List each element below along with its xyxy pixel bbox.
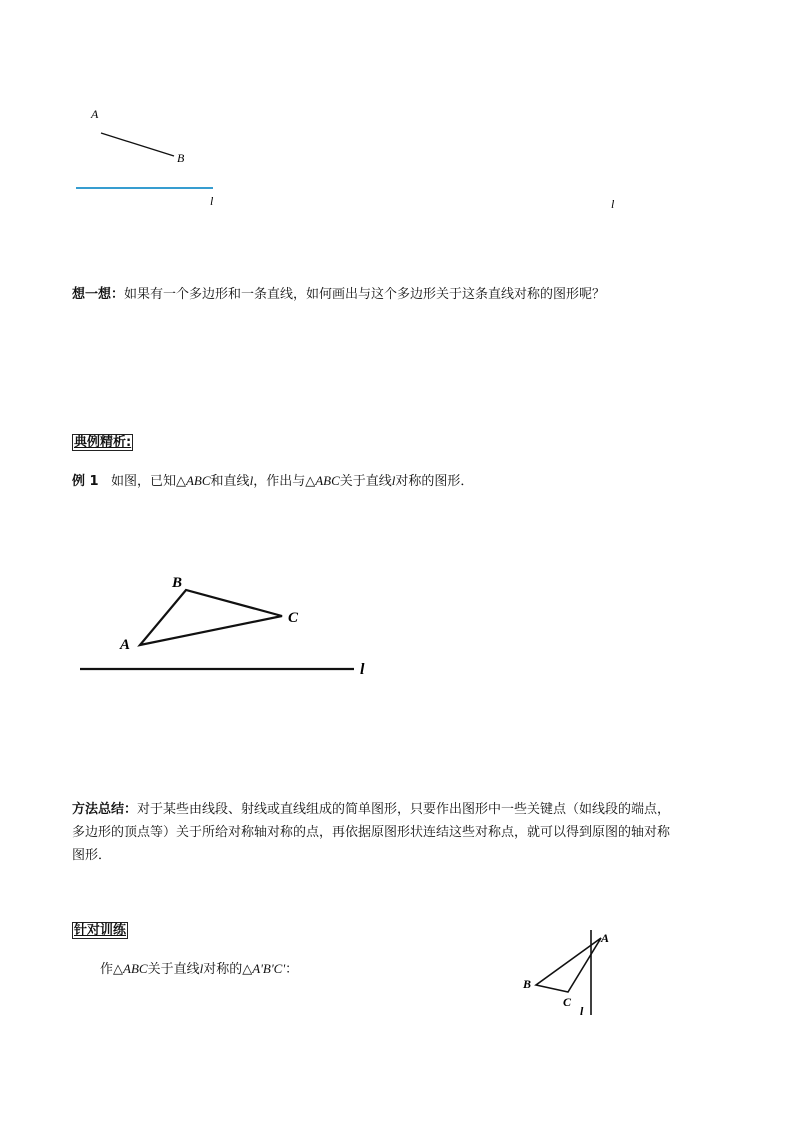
triangle-abc	[140, 590, 282, 645]
figure-segment-ab	[60, 100, 660, 220]
label-b: B	[523, 977, 532, 991]
practice-text-3: 对称的△	[203, 962, 253, 977]
label-l: l	[580, 1004, 584, 1018]
practice-section-heading	[72, 920, 128, 942]
example-section-heading-text: 典例精析:	[74, 435, 132, 450]
figure-practice-triangle	[515, 922, 625, 1022]
method-line-2: 多边形的顶点等）关于所给对称轴对称的点，再依据原图形状连结这些对称点，就可以得到原图的轴对称	[72, 825, 671, 840]
practice-text-2: 关于直线	[147, 962, 200, 977]
example1-abc-2: ABC	[315, 473, 340, 488]
method-text-1: 对于某些由线段、射线或直线组成的简单图形，只要作出图形中一些关键点（如线段的端点，	[137, 802, 671, 817]
method-line-3: 图形．	[72, 848, 112, 863]
label-a: A	[601, 931, 610, 945]
label-l: l	[360, 661, 365, 678]
method-line-1	[72, 798, 732, 821]
example1-abc-1: ABC	[185, 473, 211, 488]
label-b: B	[177, 151, 185, 165]
label-c: C	[288, 610, 299, 626]
practice-abc: ABC	[123, 961, 148, 976]
label-l-right: l	[611, 197, 615, 211]
example-section-heading	[72, 432, 133, 454]
example1-label: 例 1	[72, 474, 99, 489]
example1-l-2: l	[391, 473, 396, 488]
practice-prompt	[100, 958, 298, 981]
label-a: A	[91, 107, 99, 121]
method-label: 方法总结：	[72, 802, 138, 817]
example1-text-2: 和直线	[210, 474, 250, 489]
example1-paragraph	[72, 470, 473, 493]
think-label: 想一想：	[72, 287, 125, 302]
example1-l-1: l	[249, 473, 254, 488]
method-summary	[72, 798, 732, 867]
segment-ab	[101, 133, 174, 156]
practice-text-4: ：	[285, 962, 299, 977]
practice-section-heading-text: 针对训练	[74, 923, 127, 938]
think-text: 如果有一个多边形和一条直线，如何画出与这个多边形关于这条直线对称的图形呢？	[124, 287, 606, 302]
example1-text-3: ，作出与△	[253, 474, 316, 489]
label-a: A	[120, 637, 131, 653]
example1-text-1: 如图，已知△	[110, 474, 186, 489]
figure-triangle-abc	[70, 565, 390, 685]
example1-text-4: 关于直线	[339, 474, 392, 489]
practice-abc-prime: A'B'C'	[252, 961, 286, 976]
example1-text-5: 对称的图形．	[395, 474, 474, 489]
label-l-left: l	[210, 194, 214, 208]
label-b: B	[172, 575, 183, 591]
practice-l: l	[199, 961, 204, 976]
label-c: C	[563, 995, 572, 1009]
think-paragraph	[72, 284, 605, 306]
practice-text-1: 作△	[100, 962, 123, 977]
